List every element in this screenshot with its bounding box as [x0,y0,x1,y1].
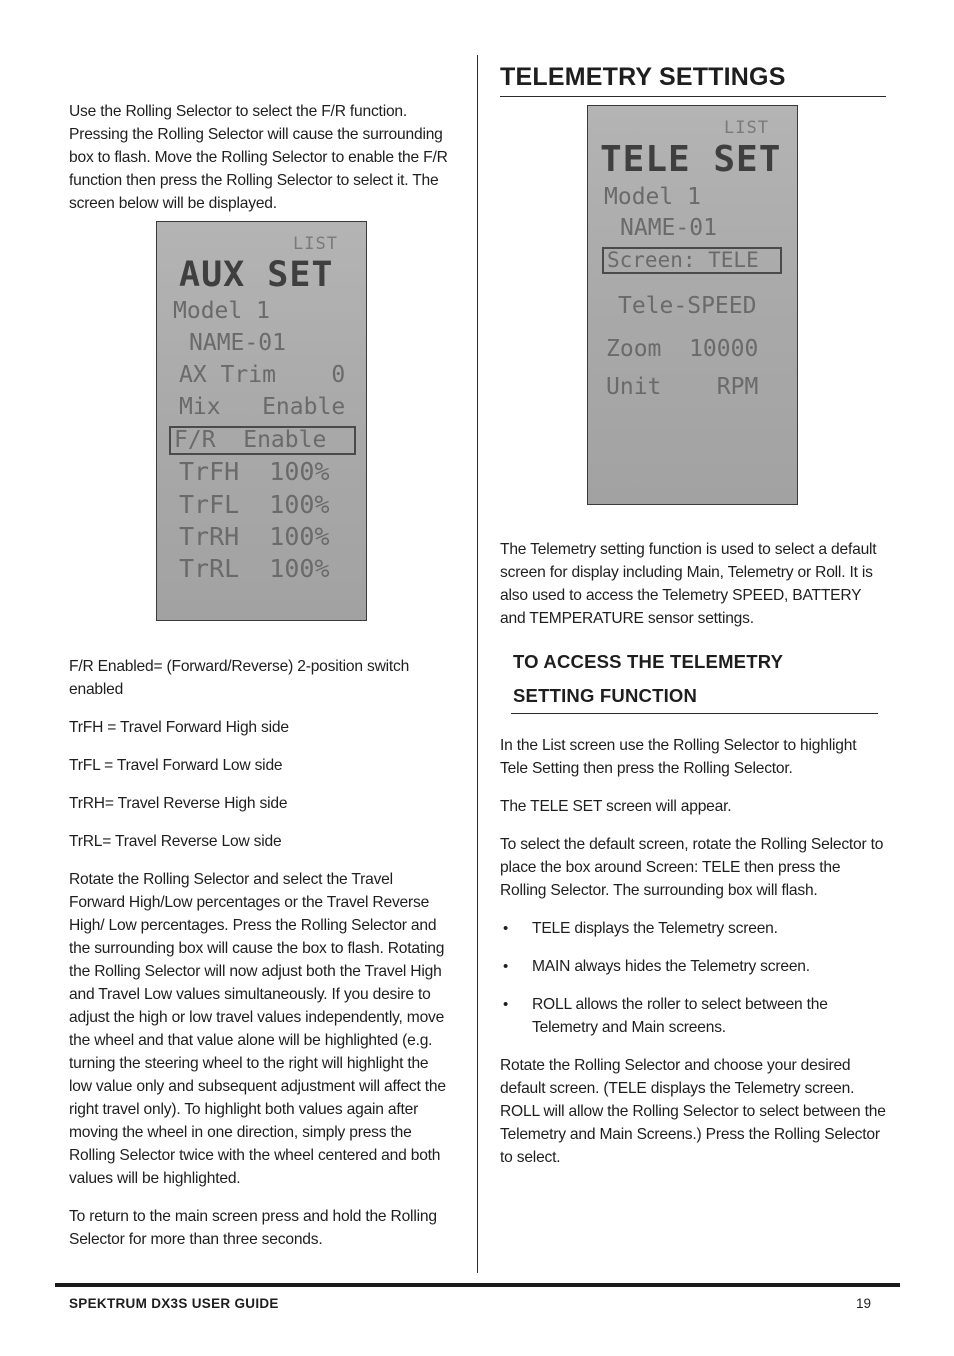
footer-rule [55,1283,900,1287]
bullet-item [500,917,886,940]
lcd-model: Model 1 [604,184,701,210]
footer-guide-title: SPEKTRUM DX3S USER GUIDE [69,1296,279,1311]
return-paragraph: To return to the main screen press and hold the Rolling Selector for more than three seconds. [69,1208,437,1248]
subsection-title-rule [511,713,878,714]
aux-set-lcd-screen [156,221,367,621]
final-paragraph: Rotate the Rolling Selector and choose your desired default screen. (TELE displays the Telemetry screen. ROLL will allow the Rolling Selector to select between the Telemetry and Main Screens.) Press the Rolling Selector to select. [500,1057,886,1166]
lcd-mix: Mix Enable [179,394,346,420]
bullet-dot: • [503,958,509,975]
def-trfh: TrFH = Travel Forward High side [69,719,289,736]
lcd-model: Model 1 [173,298,270,324]
lcd-title: TELE SET [600,139,782,180]
section-title: TELEMETRY SETTINGS [500,63,786,91]
def-trrl: TrRL= Travel Reverse Low side [69,833,282,850]
lcd-name: NAME-01 [620,215,717,241]
list-screen-paragraph: In the List screen use the Rolling Selector to highlight Tele Setting then press the Rolling Selector. [500,737,857,777]
def-fr: F/R Enabled= (Forward/Reverse) 2-position switch enabled [69,658,410,698]
lcd-unit: Unit RPM [606,374,759,400]
bullet-item [500,955,886,978]
lcd-list-label: LIST [293,234,338,254]
bullet-dot: • [503,996,509,1013]
tele-set-appear-paragraph: The TELE SET screen will appear. [500,798,732,815]
lcd-tele-speed: Tele-SPEED [618,293,757,319]
bullet-text: MAIN always hides the Telemetry screen. [532,958,810,975]
telemetry-description: The Telemetry setting function is used to select a default screen for display including Main, Telemetry or Roll. It is also used to access the Telemetry SPEED, BATTERY and TEMPERATURE sensor settings. [500,541,877,627]
lcd-trfh: TrFH 100% [179,457,330,486]
bullet-text: TELE displays the Telemetry screen. [532,920,778,937]
lcd-screen-selected: Screen: TELE [602,247,782,274]
lcd-trfl: TrFL 100% [179,490,330,519]
intro-paragraph: Use the Rolling Selector to select the F/R function. Pressing the Rolling Selector will cause the surrounding box to flash. Move the Rolling Selector to enable the F/R function then press the Rolling Selector to select it. The screen below will be displayed. [69,103,448,212]
subsection-title-line-2: SETTING FUNCTION [513,685,698,706]
lcd-name: NAME-01 [189,330,286,356]
left-definitions [69,655,451,1266]
rotate-paragraph: Rotate the Rolling Selector and select the Travel Forward High/Low percentages or the Travel Reverse High/ Low percentages. Press the Rolling Selector and the surrounding box will cause the box to flash. Rotating the Rolling Selector will now adjust both the Travel High and Travel Low values simultaneously. If you desire to adjust the high or low travel values independently, move the wheel and that value alone will be highlighted (e.g. turning the steering wheel to the right will highlight the low value only and subsequent adjustment will affect the right travel only). To highlight both values again after moving the wheel in one direction, simply press the Rolling Selector twice with the wheel centered and both values will be highlighted. [69,871,446,1187]
bullet-dot: • [503,920,509,937]
tele-set-lcd-screen [587,105,798,505]
lcd-ax-trim: AX Trim 0 [179,362,346,388]
lcd-zoom: Zoom 10000 [606,336,759,362]
subsection-title-line-1: TO ACCESS THE TELEMETRY [513,651,784,672]
right-column-body [500,538,886,1184]
lcd-fr-selected: F/R Enable [169,426,356,455]
lcd-title: AUX SET [179,255,334,295]
page-number: 19 [856,1296,872,1311]
section-title-rule [500,96,886,97]
lcd-trrl: TrRL 100% [179,554,330,583]
bullet-text: ROLL allows the roller to select between the Telemetry and Main screens. [532,996,828,1036]
def-trfl: TrFL = Travel Forward Low side [69,757,283,774]
lcd-trrh: TrRH 100% [179,522,330,551]
select-default-paragraph: To select the default screen, rotate the Rolling Selector to place the box around Screen: TELE then press the Rolling Selector. The surrounding box will flash. [500,836,884,899]
def-trrh: TrRH= Travel Reverse High side [69,795,288,812]
right-column-header [500,60,886,97]
column-divider [477,55,478,1273]
lcd-list-label: LIST [724,118,769,138]
bullet-item [500,993,886,1039]
left-column [69,100,451,230]
